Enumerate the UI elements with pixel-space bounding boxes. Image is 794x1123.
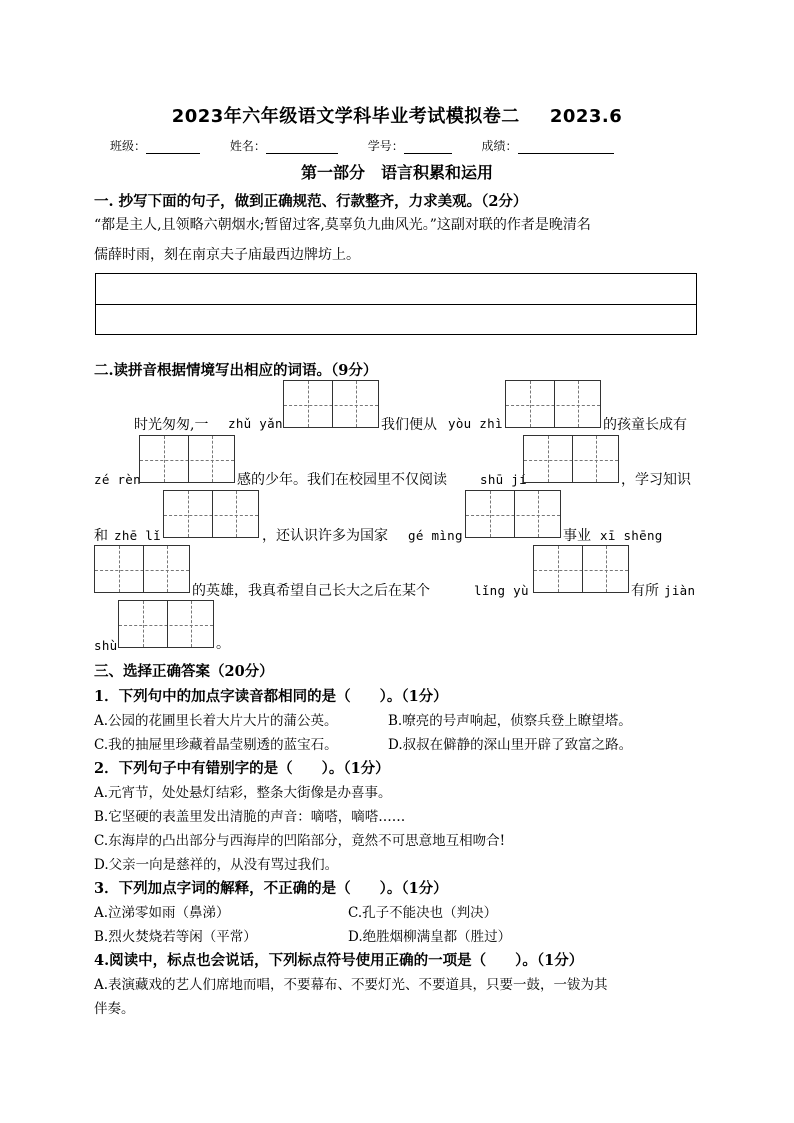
q2-text: 的英雄，我真希望自己长大之后在某个 [192,583,430,599]
pinyin-label: shù [94,638,118,653]
pinyin-label: zhē lǐ [114,528,161,543]
pinyin-label: jiàn [664,583,696,598]
option-c[interactable]: C.我的抽屉里珍藏着晶莹剔透的蓝宝石。 [94,737,338,753]
q2-text: ，还认识许多为国家 [262,528,388,544]
option-c[interactable]: C.东海岸的凸出部分与西海岸的凹陷部分，竟然不可思意地互相吻合! [94,833,506,849]
q2-text: 事业 [563,528,591,544]
name-label: 姓名： [229,139,266,153]
option-b[interactable]: B.烈火焚烧若等闲（平常） [94,929,257,945]
q2-text: 有所 [631,583,659,599]
pinyin-label: gé mìng [408,528,463,543]
q2-text: 时光匆匆,一 [134,417,209,433]
class-field[interactable] [146,153,200,154]
question-3-stem: 3．下列加点字词的解释，不正确的是（ ）。（1分） [94,880,448,897]
q2-text: 我们便从 [381,417,437,433]
exam-date: 2023.6 [549,106,623,127]
tianzi-answer-box[interactable] [505,380,601,428]
question-1-stem: 1．下列句中的加点字读音都相同的是（ ）。（1分） [94,688,448,705]
pinyin-label: zhǔ yǎn [228,416,283,431]
option-d[interactable]: D.叔叔在僻静的深山里开辟了致富之路。 [388,737,633,753]
q2-text: 。 [216,636,230,652]
option-b[interactable]: B.它坚硬的表盖里发出清脆的声音：嘀嗒，嘀嗒…… [94,809,406,825]
copy-writing-box[interactable] [95,273,697,335]
q2-text: 和 [94,528,108,544]
option-d[interactable]: D.绝胜烟柳满皇都（胜过） [348,929,512,945]
pinyin-label: yòu zhì [448,416,503,431]
pinyin-label: xī shēng [600,528,663,543]
tianzi-answer-box[interactable] [94,545,190,593]
score-field[interactable] [518,153,614,154]
q1-text-line2: 儒薛时雨，刻在南京夫子庙最西边牌坊上。 [94,247,360,263]
pinyin-label: lǐng yù [474,583,529,598]
title-text: 2023年六年级语文学科毕业考试模拟卷二 [171,106,520,127]
name-field[interactable] [266,153,338,154]
copy-box-divider [96,304,696,305]
tianzi-answer-box[interactable] [283,380,379,428]
exam-title [0,102,794,128]
tianzi-answer-box[interactable] [118,600,214,648]
option-a[interactable]: A.公园的花圃里长着大片大片的蒲公英。 [94,713,338,729]
tianzi-answer-box[interactable] [139,435,235,483]
question-2-stem: 2．下列句子中有错别字的是（ ）。（1分） [94,760,390,777]
class-label: 班级： [110,139,147,153]
q3-heading: 三、选择正确答案（20分） [94,663,274,680]
option-a-cont: 伴奏。 [94,1001,135,1017]
score-label: 成绩： [481,139,518,153]
option-a[interactable]: A.泣涕零如雨（鼻涕） [94,905,230,921]
option-c[interactable]: C.孔子不能决也（判决） [348,905,498,921]
pinyin-label: shū jí [480,472,527,487]
option-a[interactable]: A.表演藏戏的艺人们席地而唱，不要幕布、不要灯光、不要道具，只要一鼓，一钹为其 [94,977,608,993]
q2-text: 感的少年。我们在校园里不仅阅读 [237,472,447,488]
q1-heading: 一. 抄写下面的句子，做到正确规范、行款整齐，力求美观。（2分） [94,193,528,210]
id-field[interactable] [404,153,452,154]
pinyin-label: zé rèn [94,472,141,487]
student-info-row [110,137,614,154]
tianzi-answer-box[interactable] [163,490,259,538]
option-b[interactable]: B.嘹亮的号声响起，侦察兵登上瞭望塔。 [388,713,632,729]
tianzi-answer-box[interactable] [523,435,619,483]
q2-text: ，学习知识 [621,472,691,488]
tianzi-answer-box[interactable] [533,545,629,593]
option-a[interactable]: A.元宵节，处处悬灯结彩，整条大街像是办喜事。 [94,785,392,801]
q2-text: 的孩童长成有 [603,417,687,433]
option-d[interactable]: D.父亲一向是慈祥的，从没有骂过我们。 [94,857,339,873]
question-4-stem: 4.阅读中，标点也会说话，下列标点符号使用正确的一项是（ ）。（1分） [94,952,584,969]
id-label: 学号： [367,139,404,153]
tianzi-answer-box[interactable] [465,490,561,538]
q1-text-line1: “都是主人,且领略六朝烟水;暂留过客,莫辜负九曲风光。”这副对联的作者是晚清名 [94,217,591,233]
part-one-title: 第一部分 语言积累和运用 [300,163,493,182]
q2-heading: 二.读拼音根据情境写出相应的词语。（9分） [94,362,378,379]
